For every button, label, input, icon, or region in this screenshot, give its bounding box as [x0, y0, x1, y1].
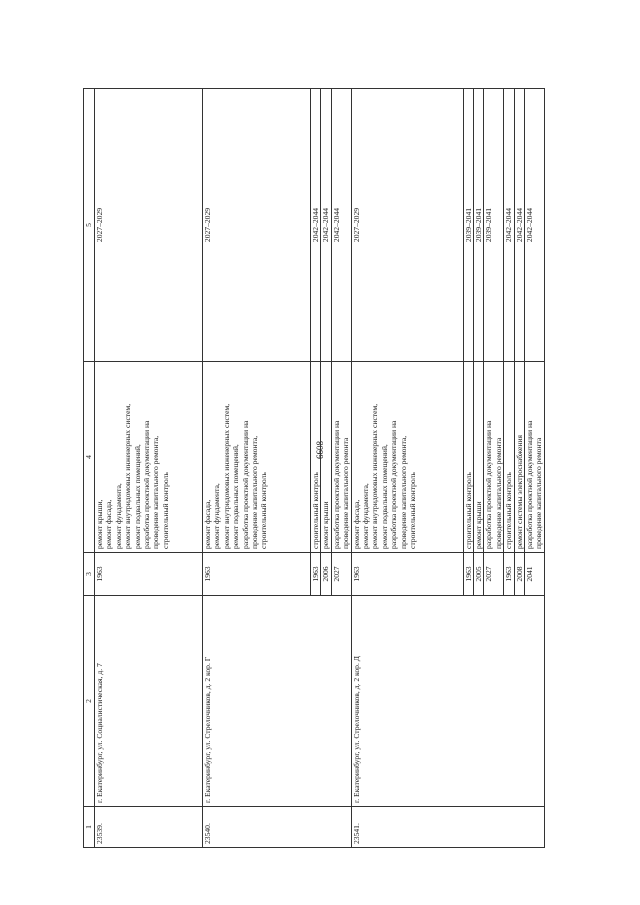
work-item: ремонт крыши — [474, 501, 484, 549]
address-cell: г. Екатеринбург, ул. Стрелочников, д. 2 кор. Г — [203, 596, 352, 807]
period-cell: 2042–2044 — [514, 89, 524, 362]
work-item: ремонт подвальных помещений, — [132, 444, 142, 549]
work-item: разработка проектной документации на — [389, 420, 399, 549]
works-cell — [203, 362, 311, 553]
work-item: ремонт внутридомовых инженерных систем, — [370, 403, 380, 549]
table-row — [95, 89, 203, 848]
address-cell: г. Екатеринбург, ул. Социалистическая, д. 7 — [95, 596, 203, 807]
work-item: проведение капитального ремонта — [341, 437, 351, 549]
works-cell — [95, 362, 203, 553]
rotated-table-container — [83, 88, 544, 848]
period-cell: 2042–2044 — [321, 89, 331, 362]
period-cell: 2042–2044 — [331, 89, 351, 362]
work-item: ремонт фундамента, — [212, 483, 222, 549]
works-cell — [474, 362, 484, 553]
works-cell — [351, 362, 463, 553]
period-cell: 2027–2029 — [203, 89, 311, 362]
work-item: ремонт фасада, — [203, 499, 212, 549]
year-cell: 2006 — [321, 553, 331, 596]
work-item: ремонт фасада, — [104, 499, 114, 549]
address-cell: г. Екатеринбург, ул. Стрелочников, д. 2 кор. Д — [351, 596, 544, 807]
work-item: разработка проектной документации на — [240, 420, 250, 549]
works-cell — [321, 362, 331, 553]
work-item: ремонт подвальных помещений, — [231, 444, 241, 549]
work-item: ремонт подвальных помещений, — [379, 444, 389, 549]
work-item: ремонт внутридомовых инженерных систем, — [221, 403, 231, 549]
table-row — [203, 89, 311, 848]
work-item: ремонт крыши — [321, 501, 331, 549]
work-item: строительный контроль — [504, 472, 514, 549]
period-cell: 2027–2029 — [95, 89, 203, 362]
works-cell — [525, 362, 545, 553]
year-cell: 1963 — [463, 553, 473, 596]
work-item: строительный контроль — [160, 472, 170, 549]
work-item: ремонт системы электроснабжения — [514, 434, 524, 549]
year-cell: 2027 — [484, 553, 504, 596]
table-row — [351, 89, 463, 848]
period-cell: 2042–2044 — [525, 89, 545, 362]
work-item: проведение капитального ремонта — [534, 437, 544, 549]
year-cell: 2027 — [331, 553, 351, 596]
year-cell: 2041 — [525, 553, 545, 596]
year-cell: 2005 — [474, 553, 484, 596]
year-cell: 1963 — [203, 553, 311, 596]
period-cell: 2039–2041 — [484, 89, 504, 362]
work-item: проведение капитального ремонта, — [398, 435, 408, 549]
work-item: ремонт крыши, — [95, 499, 104, 549]
work-item: проведение капитального ремонта, — [151, 435, 161, 549]
period-cell: 2039–2041 — [474, 89, 484, 362]
works-cell — [514, 362, 524, 553]
period-cell: 2027–2029 — [351, 89, 463, 362]
period-cell: 2042–2044 — [311, 89, 321, 362]
work-item: строительный контроль — [259, 472, 269, 549]
row-number: 23541. — [351, 807, 544, 848]
repair-schedule-table — [83, 88, 545, 848]
works-cell — [484, 362, 504, 553]
header-col-1: 1 — [84, 807, 95, 848]
row-number: 23540. — [203, 807, 352, 848]
header-col-5: 5 — [84, 89, 95, 362]
works-cell — [463, 362, 473, 553]
work-item: ремонт фундамента, — [361, 483, 371, 549]
work-item: строительный контроль — [311, 472, 320, 549]
work-item: ремонт фасада, — [351, 499, 361, 549]
period-cell: 2039–2041 — [463, 89, 473, 362]
row-number: 23539. — [95, 807, 203, 848]
work-item: разработка проектной документации на — [484, 420, 494, 549]
work-item: строительный контроль — [408, 472, 418, 549]
work-item: проведение капитального ремонта — [493, 437, 503, 549]
year-cell: 1963 — [351, 553, 463, 596]
work-item: разработка проектной документации на — [331, 420, 341, 549]
year-cell: 2008 — [514, 553, 524, 596]
page-number: 6608 — [315, 441, 325, 459]
works-cell — [331, 362, 351, 553]
work-item: проведение капитального ремонта, — [250, 435, 260, 549]
work-item: разработка проектной документации на — [525, 420, 535, 549]
work-item: ремонт фундамента, — [113, 483, 123, 549]
year-cell: 1963 — [504, 553, 514, 596]
work-item: ремонт внутридомовых инженерных систем, — [123, 403, 133, 549]
header-col-3: 3 — [84, 553, 95, 596]
header-row — [84, 89, 95, 848]
work-item: строительный контроль — [463, 472, 473, 549]
header-col-4: 4 — [84, 362, 95, 553]
work-item: разработка проектной документации на — [142, 420, 152, 549]
header-col-2: 2 — [84, 596, 95, 807]
year-cell: 1963 — [95, 553, 203, 596]
works-cell — [311, 362, 321, 553]
period-cell: 2042–2044 — [504, 89, 514, 362]
works-cell — [504, 362, 514, 553]
year-cell: 1963 — [311, 553, 321, 596]
